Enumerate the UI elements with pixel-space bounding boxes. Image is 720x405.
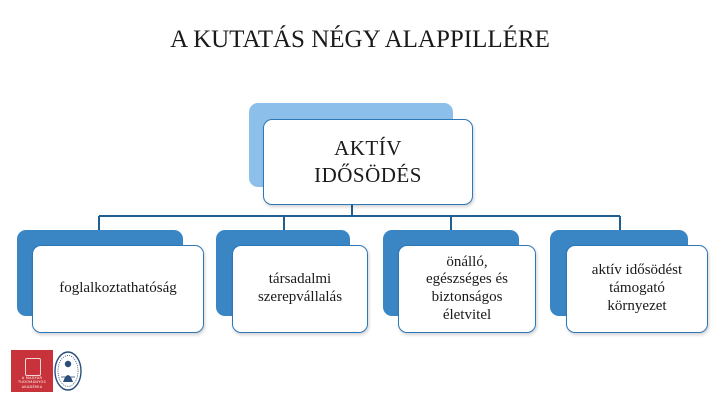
academy-logo-line-1: A MAGYAR: [21, 375, 43, 380]
pillar-node-3-card: [398, 245, 536, 333]
pillar-node-4-label: aktív idősödést támogató környezet: [591, 262, 683, 314]
slide-title: A KUTATÁS NÉGY ALAPPILLÉRE: [170, 26, 550, 53]
pillar-node-1-card: [32, 245, 204, 333]
academy-logo-mark-icon: [25, 358, 41, 376]
pillar-node-4-card: [566, 245, 708, 333]
pillar-node-3-label: önálló, egészséges és biztonságos életvitel: [425, 253, 509, 323]
pillar-node-1-label: foglalkoztathatóság: [59, 280, 177, 297]
pillar-node-2-label: társadalmi szerepvállalás: [257, 271, 343, 305]
academy-logo-line-2: TUDOMÁNYOS: [17, 380, 47, 384]
root-node-label: AKTÍV IDŐSÖDÉS: [314, 135, 422, 187]
academy-logo: [11, 350, 53, 392]
root-node-card: [263, 119, 473, 205]
academy-logo-line-3: AKADÉMIA: [21, 384, 43, 389]
pillar-node-2-card: [232, 245, 368, 333]
seal-icon: [53, 349, 83, 393]
